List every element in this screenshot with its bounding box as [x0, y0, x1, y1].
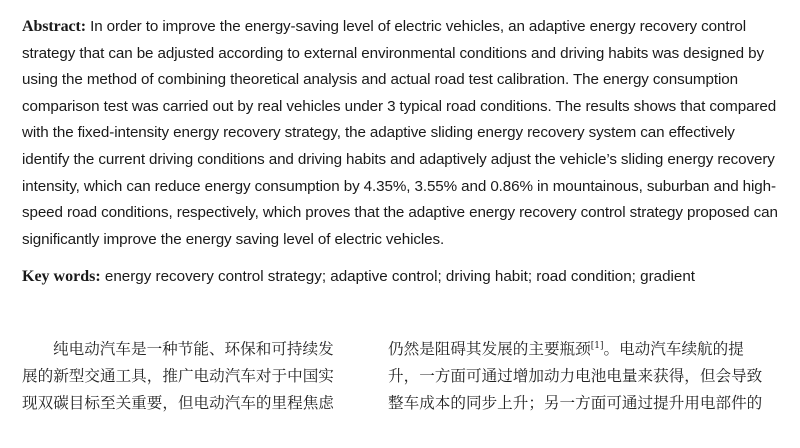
keywords-label: Key words: — [22, 268, 101, 285]
body-line: 展的新型交通工具，推广电动汽车对于中国实 — [22, 367, 334, 385]
citation-ref[interactable]: [1] — [590, 341, 604, 351]
keywords-line — [22, 264, 778, 290]
abstract-label: Abstract: — [22, 18, 86, 35]
abstract-text: In order to improve the energy-saving level of electric vehicles, an adaptive energy recovery control strategy that can be adjusted according to external environmental conditions and driving habits was designed by using the method of combining theoretical analysis and actual road test calibration. The energy consumption comparison test was carried out by real vehicles under 3 typical road conditions. The results shows that compared with the fixed-intensity energy recovery strategy, the adaptive sliding energy recovery system can effectively identify the current driving conditions and driving habits and adaptively adjust the vehicle’s sliding energy recovery intensity, which can reduce energy consumption by 4.35%, 3.55% and 0.86% in mountainous, suburban and high-speed road conditions, respectively, which proves that the adaptive energy recovery control strategy proposed can significantly improve the energy saving level of electric vehicles. — [22, 18, 778, 248]
abstract-paragraph — [22, 14, 778, 253]
body-text: 。电动汽车续航的提 — [603, 340, 744, 358]
body-text: 仍然是阻碍其发展的主要瓶颈 — [388, 340, 591, 358]
body-line: 纯电动汽车是一种节能、环保和可持续发 — [53, 340, 334, 358]
body-line: 整车成本的同步上升；另一方面可通过提升用电部件的 — [388, 394, 763, 412]
body-column-right — [388, 336, 780, 417]
body-line: 现双碳目标至关重要，但电动汽车的里程焦虑 — [22, 394, 334, 412]
body-line — [388, 336, 780, 363]
body-line: 升，一方面可通过增加动力电池电量来获得，但会导致 — [388, 367, 763, 385]
keywords-text: energy recovery control strategy; adaptive control; driving habit; road condition; gradient — [104, 268, 696, 285]
body-column-left — [22, 336, 364, 417]
